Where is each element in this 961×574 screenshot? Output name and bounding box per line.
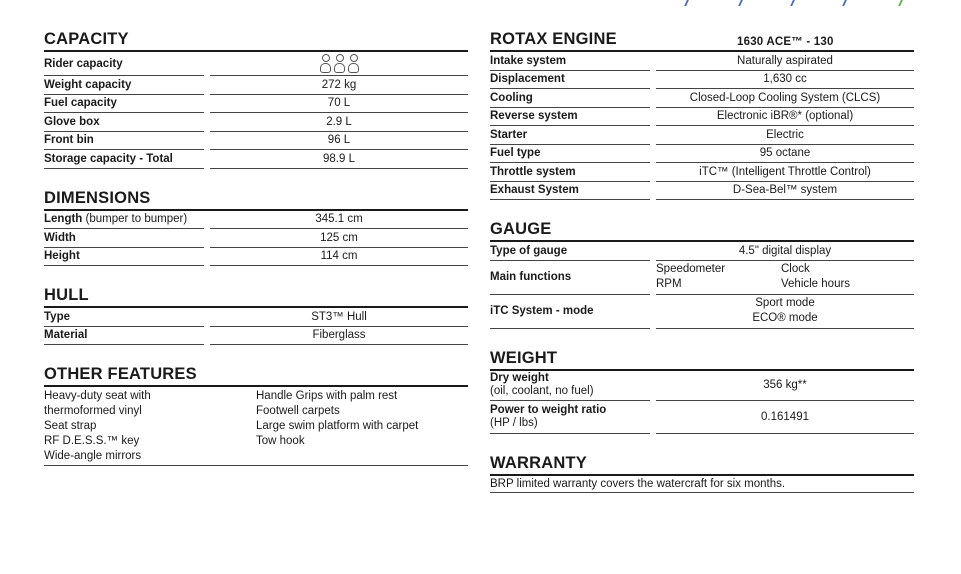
row-label: Glove box	[44, 113, 204, 132]
row-value: Closed-Loop Cooling System (CLCS)	[656, 89, 914, 108]
table-row	[490, 371, 914, 401]
table-row	[44, 132, 468, 151]
function-item: RPM	[656, 277, 682, 290]
row-value: Electric	[656, 126, 914, 145]
table-row	[490, 89, 914, 108]
row-value: 96 L	[210, 132, 468, 151]
row-value: iTC™ (Intelligent Throttle Control)	[656, 163, 914, 182]
row-value: 345.1 cm	[210, 211, 468, 230]
list-item: Handle Grips with palm rest	[256, 390, 398, 402]
features-list	[44, 387, 468, 466]
row-label: Storage capacity - Total	[44, 150, 204, 169]
engine-model: 1630 ACE™ - 130	[737, 36, 834, 48]
row-value: 2.9 L	[210, 113, 468, 132]
table-row	[44, 229, 468, 248]
mode-item: Sport mode	[755, 296, 815, 309]
warranty-text: BRP limited warranty covers the watercraft for six months.	[490, 476, 914, 493]
row-value: 0.161491	[656, 401, 914, 434]
table-row	[490, 108, 914, 127]
row-label: Throttle system	[490, 163, 650, 182]
row-value: Electronic iBR®* (optional)	[656, 108, 914, 127]
table-row	[490, 163, 914, 182]
row-label: Type	[44, 308, 204, 327]
row-label: Material	[44, 327, 204, 346]
warranty-title: WARRANTY	[490, 454, 914, 476]
function-item: Clock	[781, 262, 810, 275]
list-item: Wide-angle mirrors	[44, 450, 142, 462]
row-value: ST3™ Hull	[210, 308, 468, 327]
row-label	[490, 371, 650, 401]
table-row	[490, 295, 914, 329]
table-row	[44, 150, 468, 169]
row-value: Fiberglass	[210, 327, 468, 346]
itc-modes-value	[656, 295, 914, 329]
row-value: 95 octane	[656, 145, 914, 164]
row-value: 272 kg	[210, 76, 468, 95]
row-value: 114 cm	[210, 248, 468, 267]
table-row	[490, 126, 914, 145]
weight-title: WEIGHT	[490, 349, 914, 371]
list-item: Heavy-duty seat with	[44, 390, 151, 402]
table-row	[490, 261, 914, 295]
list-item: thermoformed vinyl	[44, 405, 142, 417]
row-label: Cooling	[490, 89, 650, 108]
row-value: 98.9 L	[210, 150, 468, 169]
table-row	[44, 76, 468, 95]
row-label: Width	[44, 229, 204, 248]
list-item: Large swim platform with carpet	[256, 420, 419, 432]
length-label: Length	[44, 213, 83, 226]
features-column-1	[44, 389, 256, 464]
ratio-label: Power to weight ratio	[490, 403, 607, 416]
list-item: Tow hook	[256, 435, 305, 447]
dry-weight-note: (oil, coolant, no fuel)	[490, 384, 594, 397]
list-item: Seat strap	[44, 420, 97, 432]
features-column-2	[256, 389, 468, 464]
row-label	[44, 211, 204, 230]
row-value: 356 kg**	[656, 371, 914, 401]
row-value: 70 L	[210, 95, 468, 114]
row-label: Intake system	[490, 52, 650, 71]
table-row	[490, 145, 914, 164]
right-column	[490, 30, 914, 493]
row-label: Fuel capacity	[44, 95, 204, 114]
function-item: Vehicle hours	[781, 277, 851, 290]
row-value: 1,630 cc	[656, 71, 914, 90]
table-row	[44, 327, 468, 346]
row-label: Reverse system	[490, 108, 650, 127]
engine-title-text: ROTAX ENGINE	[490, 30, 617, 48]
table-row	[44, 113, 468, 132]
row-label	[490, 401, 650, 434]
rider-capacity-value	[210, 52, 468, 76]
row-label: Weight capacity	[44, 76, 204, 95]
row-label: Type of gauge	[490, 242, 650, 261]
list-item: Footwell carpets	[256, 405, 340, 417]
rider-capacity-label: Rider capacity	[44, 52, 204, 76]
table-row	[44, 211, 468, 230]
row-label: Fuel type	[490, 145, 650, 164]
row-value: Naturally aspirated	[656, 52, 914, 71]
table-row	[490, 242, 914, 261]
hull-title: HULL	[44, 286, 468, 308]
row-label: Displacement	[490, 71, 650, 90]
row-value: 125 cm	[210, 229, 468, 248]
row-value: D-Sea-Bel™ system	[656, 182, 914, 201]
mode-item: ECO® mode	[752, 311, 818, 324]
table-row	[490, 401, 914, 434]
row-label: Starter	[490, 126, 650, 145]
table-row	[490, 52, 914, 71]
row-value: 4.5" digital display	[656, 242, 914, 261]
main-functions-value	[656, 261, 914, 295]
length-note: (bumper to bumper)	[85, 213, 188, 226]
engine-title	[490, 30, 914, 52]
table-row	[44, 95, 468, 114]
table-row	[490, 182, 914, 201]
ratio-note: (HP / lbs)	[490, 416, 538, 429]
row-label: iTC System - mode	[490, 295, 650, 329]
top-decoration	[680, 0, 920, 6]
row-label: Main functions	[490, 261, 650, 295]
left-column	[44, 30, 468, 466]
three-person-icon	[319, 54, 359, 73]
row-label: Height	[44, 248, 204, 267]
list-item: RF D.E.S.S.™ key	[44, 435, 140, 447]
dimensions-title: DIMENSIONS	[44, 189, 468, 211]
other-features-title: OTHER FEATURES	[44, 365, 468, 387]
row-label: Front bin	[44, 132, 204, 151]
capacity-row-rider	[44, 52, 468, 76]
capacity-title: CAPACITY	[44, 30, 468, 52]
dry-weight-label: Dry weight	[490, 371, 549, 384]
table-row	[44, 248, 468, 267]
gauge-title: GAUGE	[490, 220, 914, 242]
table-row	[490, 71, 914, 90]
row-label: Exhaust System	[490, 182, 650, 201]
table-row	[44, 308, 468, 327]
function-item: Speedometer	[656, 262, 726, 275]
